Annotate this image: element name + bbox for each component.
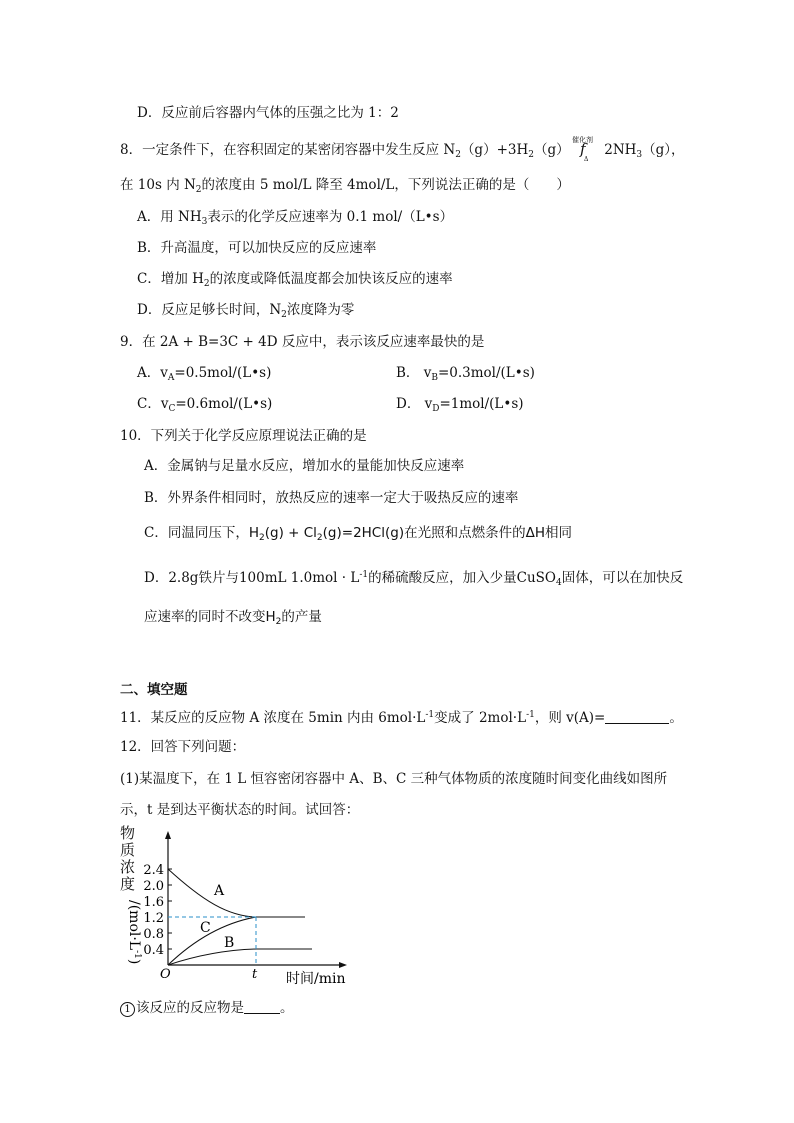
q9-stem: 9．在 2A + B=3C + 4D 反应中，表示该反应速率最快的是 bbox=[120, 334, 485, 350]
q12-part1-line2: 示，t 是到达平衡状态的时间。试回答： bbox=[120, 802, 360, 818]
y-tick-label: 1.6 bbox=[143, 895, 164, 910]
x-axis-arrow bbox=[339, 962, 347, 968]
q12-sub1: 1 该反应的反应物是 。 bbox=[120, 999, 294, 1017]
y-axis-label-4: 度 bbox=[120, 875, 136, 893]
x-axis-label: 时间/min bbox=[286, 971, 346, 987]
q10-option-d-line2: 应速率的同时不改变$H_2$的产量 bbox=[144, 609, 322, 627]
q11-stem: 11．某反应的反应物 A 浓度在 5min 内由 $6mol\cdot L^{-1}$变成了 $2mol\cdot L^{-1}$，则 v(A)= 。 bbox=[120, 710, 683, 726]
q9-option-a: A．$v_A=0.5mol/(L•s)$ bbox=[137, 365, 272, 383]
series-c-line bbox=[168, 917, 256, 965]
y-axis-unit-label bbox=[126, 900, 142, 964]
q10-option-c: C．同温同压下，$H_2(g) + Cl_2(g)=2HCl(g)$在光照和点燃条件的ΔH相同 bbox=[144, 525, 572, 543]
q8-option-b: B．升高温度，可以加快反应的反应速率 bbox=[137, 240, 377, 256]
section-heading: 二、填空题 bbox=[120, 682, 188, 698]
q9-option-b: B． $v_B=0.3mol/(L•s)$ bbox=[396, 365, 535, 383]
series-label-c: C bbox=[200, 920, 211, 936]
series-label-a: A bbox=[214, 883, 225, 899]
y-tick-label: 0.4 bbox=[143, 943, 164, 958]
origin-label: O bbox=[160, 967, 171, 982]
y-axis-label-1: 物 bbox=[120, 824, 136, 842]
y-tick-label: 2.4 bbox=[143, 863, 164, 878]
y-tick-label: 1.2 bbox=[143, 911, 164, 926]
q10-option-a: A．金属钠与足量水反应，增加水的量能加快反应速率 bbox=[144, 458, 465, 474]
circled-number-1: 1 bbox=[120, 1002, 135, 1017]
q8-option-a: A．用 $NH_3$表示的化学反应速率为 0.1 mol/（L•s） bbox=[137, 209, 454, 227]
q8-stem: 8．一定条件下，在容积固定的某密闭容器中发生反应 $N_2(g)+3H_2(g)$ 催化剂 f Δ $2NH_3(g)$， bbox=[120, 136, 685, 163]
y-axis-label-3: 浓 bbox=[120, 858, 136, 876]
q12-stem: 12．回答下列问题： bbox=[120, 739, 246, 755]
q9-option-c: C．$v_C=0.6mol/(L•s)$ bbox=[137, 396, 273, 414]
svg-text:/(mol·L-1): $/(mol\cdot L^{-1})$ bbox=[126, 900, 142, 965]
q9-option-d: D． $v_D=1mol/(L•s)$ bbox=[396, 396, 524, 414]
series-b-line bbox=[168, 949, 312, 965]
q10-stem: 10．下列关于化学反应原理说法正确的是 bbox=[120, 428, 367, 444]
q8-stem-line2: 在 10s 内 $N_2$的浓度由 5 mol/L 降至 4mol/L，下列说法正确的是（ ） bbox=[120, 177, 570, 195]
equilibrium-arrow-icon: 催化剂 f Δ bbox=[571, 136, 593, 163]
y-tick-label: 0.8 bbox=[143, 927, 164, 942]
q10-option-d: D．2.8g铁片与100mL $1.0mol \cdot L^{-1}$的稀硫酸反应，加入少量CuSO$_4$固体，可以在加快反 bbox=[144, 570, 684, 588]
q8-option-d: D．反应足够长时间，$N_2$浓度降为零 bbox=[137, 302, 355, 320]
q7-option-d: D．反应前后容器内气体的压强之比为 1：2 bbox=[137, 105, 399, 121]
q10-option-b: B．外界条件相同时，放热反应的速率一定大于吸热反应的速率 bbox=[144, 490, 519, 506]
q8-option-c: C．增加 $H_2$的浓度或降低温度都会加快该反应的速率 bbox=[137, 271, 453, 289]
answer-blank[interactable] bbox=[244, 1000, 280, 1014]
y-tick-label: 2.0 bbox=[143, 879, 164, 894]
t-tick-label: t bbox=[252, 967, 258, 982]
series-a-line bbox=[168, 869, 305, 917]
y-axis-label-2: 质 bbox=[120, 841, 136, 859]
y-axis-arrow bbox=[165, 831, 171, 839]
q12-part1-line1: (1)某温度下，在 1 L 恒容密闭容器中 A、B、C 三种气体物质的浓度随时间变化曲线如图所 bbox=[120, 771, 668, 787]
series-label-b: B bbox=[224, 935, 235, 951]
